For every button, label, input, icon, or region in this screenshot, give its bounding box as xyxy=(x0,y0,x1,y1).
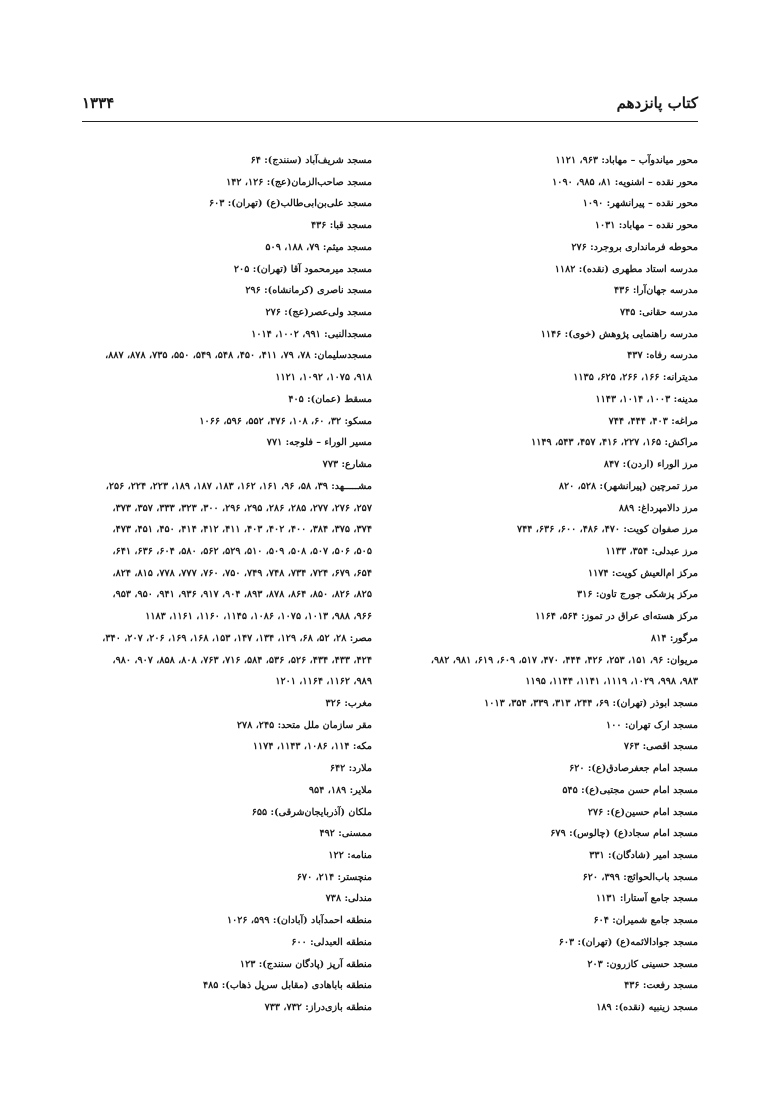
index-entry: مدینه: ۱۰۰۳، ۱۰۱۴، ۱۱۴۳ xyxy=(595,393,698,405)
index-entry: مرز الوراء (اردن): ۸۴۷ xyxy=(603,459,698,471)
index-entry: مشـــــهد: ۳۹، ۵۸، ۹۶، ۱۶۱، ۱۶۲، ۱۸۳، ۱۸۷، ۱۸۹، ۲۲۳، ۲۲۴، ۲۵۶، xyxy=(105,480,372,492)
index-entry: مسجد ولی‌عصر(عج): ۲۷۶ xyxy=(265,307,372,319)
header-rule xyxy=(82,121,698,122)
index-entry: ممسنی: ۴۹۲ xyxy=(319,828,372,840)
index-entry: مسجد رفعت: ۴۳۶ xyxy=(624,980,698,992)
index-entry: مرگور: ۸۱۴ xyxy=(651,632,698,644)
index-entry: مرکز پزشکی جورج تاون: ۳۱۶ xyxy=(577,589,698,601)
index-entry: مرز عبدلی: ۳۵۴، ۱۱۳۳ xyxy=(605,545,698,557)
index-entry: ۹۸۹، ۱۱۶۲، ۱۱۶۴، ۱۲۰۱ xyxy=(275,676,372,688)
page-header xyxy=(82,94,698,116)
index-entry: محور نقده – اشنویه: ۸۱، ۹۸۵، ۱۰۹۰ xyxy=(552,176,698,188)
index-entry: مدرسه جهان‌آرا: ۴۳۶ xyxy=(614,285,698,297)
index-entry: مسجد باب‌الحوائج: ۳۹۹، ۶۲۰ xyxy=(582,871,698,883)
index-entry: مسجد میثم: ۷۹، ۱۸۸، ۵۰۹ xyxy=(265,241,372,253)
index-entry: مسجد ارک تهران: ۱۰۰ xyxy=(606,719,698,731)
index-entry: مغرب: ۳۲۶ xyxy=(325,697,372,709)
index-entry: مسجد امام حسن مجتبی(ع): ۵۴۵ xyxy=(562,784,698,796)
index-entry: مدیترانه: ۱۶۶، ۲۶۶، ۶۲۵، ۱۱۳۵ xyxy=(573,372,698,384)
index-entry: مدرسه حقانی: ۷۴۵ xyxy=(619,307,698,319)
index-entry: ۹۱۸، ۱۰۷۵، ۱۰۹۲، ۱۱۲۱ xyxy=(275,372,372,384)
index-entry: منامه: ۱۲۲ xyxy=(328,850,372,861)
index-entry: محوطه فرمانداری بروجرد: ۲۷۶ xyxy=(571,241,698,253)
index-entry: مدرسه استاد مطهری (نقده): ۱۱۸۲ xyxy=(554,263,698,275)
index-entry: ۴۲۴، ۴۳۳، ۴۳۴، ۵۲۶، ۵۳۶، ۵۸۴، ۷۱۶، ۷۶۳، ۸۰۸، ۸۵۸، ۹۰۷، ۹۸۰، xyxy=(112,654,372,666)
index-entry: محور نقده – پیرانشهر: ۱۰۹۰ xyxy=(582,198,698,210)
book-title: کتاب پانزدهم xyxy=(616,94,698,112)
index-entry: ۸۲۵، ۸۲۶، ۸۵۰، ۸۶۴، ۸۷۸، ۸۹۳، ۹۰۴، ۹۱۷، ۹۳۶، ۹۴۱، ۹۵۰، ۹۵۳، xyxy=(112,589,372,601)
index-entry: مقر سازمان ملل متحد: ۲۴۵، ۲۷۸ xyxy=(236,719,372,731)
index-entry: مسیر الوراء – فلوجه: ۷۷۱ xyxy=(266,437,372,449)
index-entry: مدرسه راهنمایی پژوهش (خوی): ۱۱۴۶ xyxy=(540,328,698,340)
index-entry: مرکز ام‌العیش کویت: ۱۱۷۴ xyxy=(587,567,698,579)
index-entry: منطقه بازی‌دراز: ۷۳۲، ۷۳۳ xyxy=(264,1002,372,1014)
index-entry: ۲۵۷، ۲۷۶، ۲۷۷، ۲۸۵، ۲۸۶، ۲۹۵، ۲۹۶، ۳۰۰، ۳۲۳، ۳۳۳، ۳۵۷، ۳۷۳، xyxy=(112,502,372,514)
index-entry: مرز صفوان کویت: ۴۷۰، ۴۸۶، ۶۰۰، ۶۳۶، ۷۴۴ xyxy=(516,524,698,536)
index-entry: ۹۶۶، ۹۸۸، ۱۰۱۳، ۱۰۷۵، ۱۰۸۶، ۱۱۴۵، ۱۱۶۰، ۱۱۶۱، ۱۱۸۳ xyxy=(145,611,372,623)
index-entry: ملکان (آذربایجان‌شرقی): ۶۵۵ xyxy=(251,806,372,818)
index-entry: مندلی: ۷۳۸ xyxy=(325,893,372,905)
index-entry: مسجد حسینی کازرون: ۲۰۳ xyxy=(587,958,698,970)
index-entry: مشارع: ۷۷۳ xyxy=(322,459,372,471)
index-entry: مسقط (عمان): ۴۰۵ xyxy=(288,393,372,405)
index-entry: مسجدسلیمان: ۷۸، ۷۹، ۴۱۱، ۴۵۰، ۵۴۸، ۵۴۹، ۵۵۰، ۷۳۵، ۸۷۸، ۸۸۷، xyxy=(105,350,372,362)
index-entry: مسجد علی‌بن‌ابی‌طالب(ع) (تهران): ۶۰۳ xyxy=(208,198,372,210)
index-entry: منطقه باباهادی (مقابل سرپل ذهاب): ۴۸۵ xyxy=(202,980,372,992)
index-entry: مریوان: ۹۶، ۱۵۱، ۲۵۳، ۴۲۶، ۴۴۴، ۴۷۰، ۵۱۷، ۶۰۹، ۶۱۹، ۹۸۱، ۹۸۲، xyxy=(430,654,698,666)
index-entry: منطقه العبدلی: ۶۰۰ xyxy=(291,936,372,948)
index-entry: مسجد قبا: ۴۳۶ xyxy=(310,220,372,232)
index-entry: ملایر: ۱۸۹، ۹۵۴ xyxy=(308,784,372,796)
page-number: ۱۳۳۴ xyxy=(82,94,115,112)
index-entry: مسجد امام جعفرصادق(ع): ۶۲۰ xyxy=(569,763,698,775)
index-entry: مسجد زینبیه (نقده): ۱۸۹ xyxy=(596,1002,698,1014)
index-entry: مسجد جامع آستارا: ۱۱۳۱ xyxy=(595,893,698,905)
index-entry: مسجد میرمحمود آقا (تهران): ۲۰۵ xyxy=(233,263,372,275)
index-entry: مسجد امام حسین(ع): ۲۷۶ xyxy=(587,806,698,818)
index-entry: مصر: ۲۸، ۵۲، ۶۸، ۱۲۹، ۱۳۴، ۱۴۷، ۱۵۳، ۱۶۸، ۱۶۹، ۲۰۶، ۲۰۷، ۳۴۰، xyxy=(102,632,372,644)
index-entry: مرز دالامپرداغ: ۸۸۹ xyxy=(618,502,698,514)
index-entry: ۳۷۴، ۳۷۵، ۳۸۴، ۴۰۰، ۴۰۲، ۴۰۳، ۴۱۱، ۴۱۲، ۴۱۴، ۴۵۰، ۴۵۱، ۴۷۳، xyxy=(112,524,372,536)
index-entry: مسجد شریف‌آباد (سنندج): ۶۴ xyxy=(250,155,372,166)
index-entry: مرکز هسته‌ای عراق در تموز: ۵۶۴، ۱۱۶۴ xyxy=(535,611,698,623)
index-entry: مسجد ناصری (کرمانشاه): ۲۹۶ xyxy=(245,285,372,297)
index-entry: مدرسه رفاه: ۴۳۷ xyxy=(627,350,698,362)
index-entry: مسجد امام سجاد(ع) (چالوس): ۶۷۹ xyxy=(550,828,698,840)
index-entry: مسجد صاحب‌الزمان(عج): ۱۲۶، ۱۴۲ xyxy=(226,176,372,188)
index-entry: مسجدالنبی: ۹۹۱، ۱۰۰۲، ۱۰۱۴ xyxy=(251,328,372,340)
index-entry: مسجد اقصی: ۷۶۳ xyxy=(623,741,698,753)
index-column-left xyxy=(42,150,372,1019)
index-entry: مرز تمرچین (پیرانشهر): ۵۲۸، ۸۲۰ xyxy=(558,480,698,492)
index-entry: مسجد ابوذر (تهران): ۶۹، ۲۴۴، ۳۱۳، ۳۳۹، ۳۵۴، ۱۰۱۳ xyxy=(484,697,698,709)
index-entry: مراکش: ۱۶۵، ۲۲۷، ۴۱۶، ۴۵۷، ۵۴۳، ۱۱۴۹ xyxy=(531,437,698,449)
index-entry: منطقه آرپز (پادگان سنندج): ۱۲۳ xyxy=(239,958,372,970)
index-entry: مراغه: ۴۰۳، ۴۴۴، ۷۴۴ xyxy=(608,415,698,427)
index-entry: مسکو: ۳۲، ۶۰، ۱۰۸، ۴۷۶، ۵۵۲، ۵۹۶، ۱۰۶۶ xyxy=(199,415,372,427)
index-entry: ۹۸۳، ۹۹۸، ۱۰۲۹، ۱۱۱۹، ۱۱۴۱، ۱۱۴۴، ۱۱۹۵ xyxy=(525,676,698,688)
index-entry: مکه: ۱۱۴، ۱۰۸۶، ۱۱۴۳، ۱۱۷۴ xyxy=(252,741,372,753)
index-entry: مسجد امیر (شادگان): ۳۳۱ xyxy=(589,850,698,861)
index-entry: ملارد: ۶۴۲ xyxy=(329,763,372,775)
index-entry: ۶۵۴، ۶۷۹، ۷۲۴، ۷۳۴، ۷۴۸، ۷۴۹، ۷۵۰، ۷۶۰، ۷۷۷، ۷۷۸، ۸۱۵، ۸۲۴، xyxy=(112,567,372,579)
index-entry: منطقه احمدآباد (آبادان): ۵۹۹، ۱۰۲۶ xyxy=(226,915,372,927)
index-entry: ۵۰۵، ۵۰۶، ۵۰۷، ۵۰۸، ۵۰۹، ۵۱۰، ۵۲۹، ۵۶۲، ۵۸۰، ۶۰۴، ۶۳۶، ۶۴۱، xyxy=(112,545,372,557)
index-column-right xyxy=(386,150,698,1019)
index-entry: مسجد جامع شمیران: ۶۰۴ xyxy=(593,915,698,927)
index-entry: محور نقده – مهاباد: ۱۰۳۱ xyxy=(594,220,698,232)
index-entry: محور میاندوآب – مهاباد: ۹۶۳، ۱۱۲۱ xyxy=(555,155,698,166)
index-entry: مسجد جوادالائمه(ع) (تهران): ۶۰۳ xyxy=(558,936,698,948)
index-entry: منچستر: ۲۱۴، ۶۷۰ xyxy=(296,871,372,883)
